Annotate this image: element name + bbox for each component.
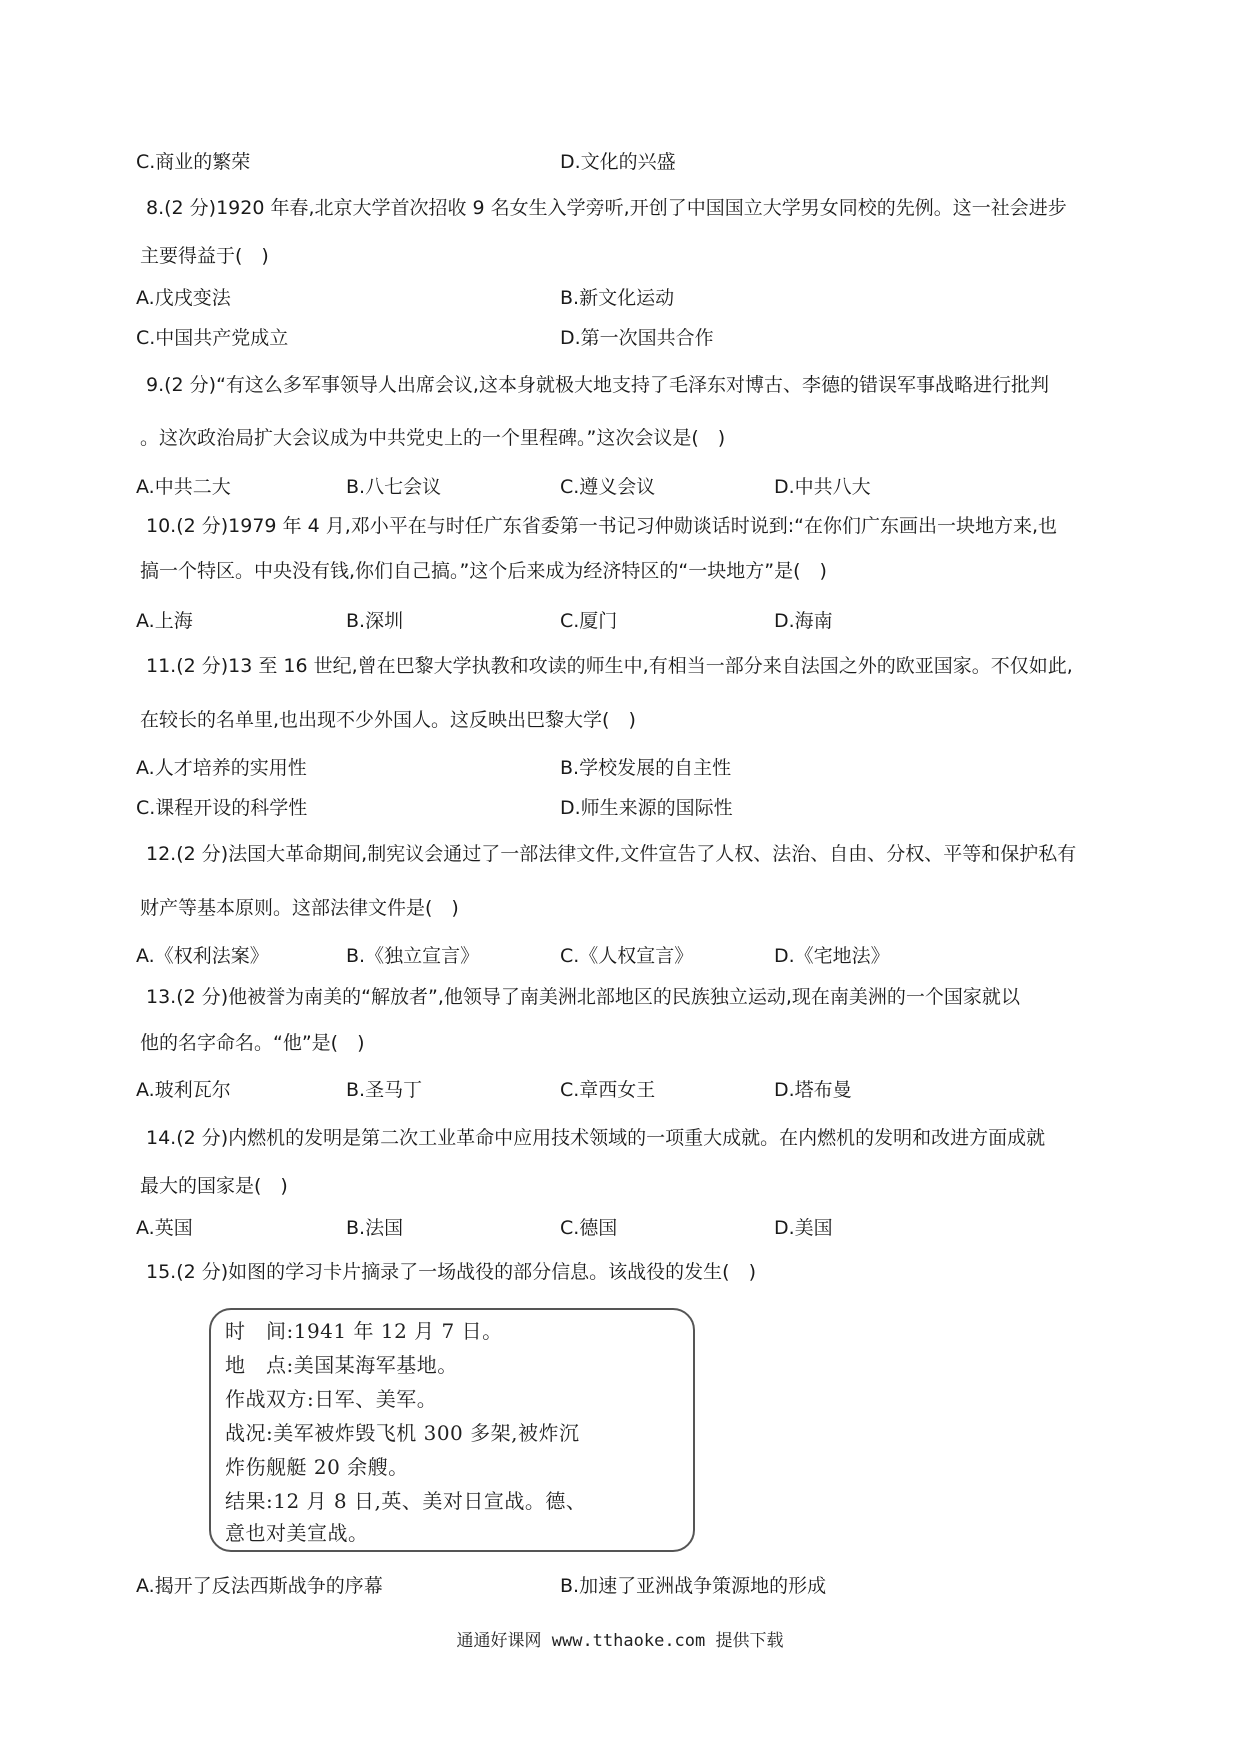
q9-stem-line2: 。这次政治局扩大会议成为中共党史上的一个里程碑。”这次会议是( ) xyxy=(140,427,726,449)
q12-option-c: C.《人权宣言》 xyxy=(560,945,694,967)
q9-stem-line1: 9.(2 分)“有这么多军事领导人出席会议,这本身就极大地支持了毛泽东对博古、李德的错误军事战略进行批判 xyxy=(146,374,1049,396)
q8-stem-line1: 8.(2 分)1920 年春,北京大学首次招收 9 名女生入学旁听,开创了中国国立大学男女同校的先例。这一社会进步 xyxy=(146,197,1067,219)
q8-option-c: C.中国共产党成立 xyxy=(136,327,289,349)
q12-stem-line2: 财产等基本原则。这部法律文件是( ) xyxy=(140,897,459,919)
card-line: 炸伤舰艇 20 余艘。 xyxy=(225,1455,409,1479)
q11-option-a: A.人才培养的实用性 xyxy=(136,757,307,779)
card-line: 战况:美军被炸毁飞机 300 多架,被炸沉 xyxy=(225,1421,580,1445)
card-line: 作战双方:日军、美军。 xyxy=(225,1387,438,1411)
q13-stem-line1: 13.(2 分)他被誉为南美的“解放者”,他领导了南美洲北部地区的民族独立运动,现在南美洲的一个国家就以 xyxy=(146,986,1020,1008)
q9-option-c: C.遵义会议 xyxy=(560,476,656,498)
q10-option-d: D.海南 xyxy=(774,610,833,632)
card-line: 结果:12 月 8 日,英、美对日宣战。德、 xyxy=(225,1489,587,1513)
q7-option-d: D.文化的兴盛 xyxy=(560,151,676,173)
q9-option-d: D.中共八大 xyxy=(774,476,871,498)
q15-stem-line1: 15.(2 分)如图的学习卡片摘录了一场战役的部分信息。该战役的发生( ) xyxy=(146,1261,756,1283)
q12-option-a: A.《权利法案》 xyxy=(136,945,269,967)
q13-option-d: D.塔布曼 xyxy=(774,1079,852,1101)
q8-stem-line2: 主要得益于( ) xyxy=(140,245,269,267)
q10-option-c: C.厦门 xyxy=(560,610,618,632)
q14-stem-line1: 14.(2 分)内燃机的发明是第二次工业革命中应用技术领域的一项重大成就。在内燃机的发明和改进方面成就 xyxy=(146,1127,1046,1149)
q7-option-c: C.商业的繁荣 xyxy=(136,151,251,173)
q14-option-b: B.法国 xyxy=(346,1217,404,1239)
q8-option-b: B.新文化运动 xyxy=(560,287,675,309)
q10-stem-line1: 10.(2 分)1979 年 4 月,邓小平在与时任广东省委第一书记习仲勋谈话时说到:“在你们广东画出一块地方来,也 xyxy=(146,515,1058,537)
q9-option-a: A.中共二大 xyxy=(136,476,231,498)
q14-stem-line2: 最大的国家是( ) xyxy=(140,1175,288,1197)
q15-option-b: B.加速了亚洲战争策源地的形成 xyxy=(560,1575,827,1597)
q14-option-c: C.德国 xyxy=(560,1217,618,1239)
q11-stem-line2: 在较长的名单里,也出现不少外国人。这反映出巴黎大学( ) xyxy=(140,709,636,731)
q13-option-c: C.章西女王 xyxy=(560,1079,656,1101)
card-line: 时 间:1941 年 12 月 7 日。 xyxy=(225,1319,503,1343)
q14-option-d: D.美国 xyxy=(774,1217,833,1239)
q12-stem-line1: 12.(2 分)法国大革命期间,制宪议会通过了一部法律文件,文件宣告了人权、法治、自由、分权、平等和保护私有 xyxy=(146,843,1077,865)
card-line: 意也对美宣战。 xyxy=(225,1521,369,1545)
q11-option-c: C.课程开设的科学性 xyxy=(136,797,308,819)
q10-option-a: A.上海 xyxy=(136,610,193,632)
q14-option-a: A.英国 xyxy=(136,1217,193,1239)
q13-stem-line2: 他的名字命名。“他”是( ) xyxy=(140,1032,365,1054)
q13-option-a: A.玻利瓦尔 xyxy=(136,1079,231,1101)
q11-stem-line1: 11.(2 分)13 至 16 世纪,曾在巴黎大学执教和攻读的师生中,有相当一部分来自法国之外的欧亚国家。不仅如此, xyxy=(146,655,1073,677)
q15-option-a: A.揭开了反法西斯战争的序幕 xyxy=(136,1575,383,1597)
q9-option-b: B.八七会议 xyxy=(346,476,442,498)
q8-option-d: D.第一次国共合作 xyxy=(560,327,714,349)
q10-option-b: B.深圳 xyxy=(346,610,404,632)
q10-stem-line2: 搞一个特区。中央没有钱,你们自己搞。”这个后来成为经济特区的“一块地方”是( ) xyxy=(140,560,827,582)
q13-option-b: B.圣马丁 xyxy=(346,1079,423,1101)
q12-option-d: D.《宅地法》 xyxy=(774,945,890,967)
card-line: 地 点:美国某海军基地。 xyxy=(225,1353,458,1377)
q11-option-d: D.师生来源的国际性 xyxy=(560,797,733,819)
q8-option-a: A.戊戌变法 xyxy=(136,287,231,309)
page-footer: 通通好课网 www.tthaoke.com 提供下载 xyxy=(456,1631,784,1651)
q12-option-b: B.《独立宣言》 xyxy=(346,945,480,967)
q11-option-b: B.学校发展的自主性 xyxy=(560,757,732,779)
study-card xyxy=(209,1308,695,1552)
